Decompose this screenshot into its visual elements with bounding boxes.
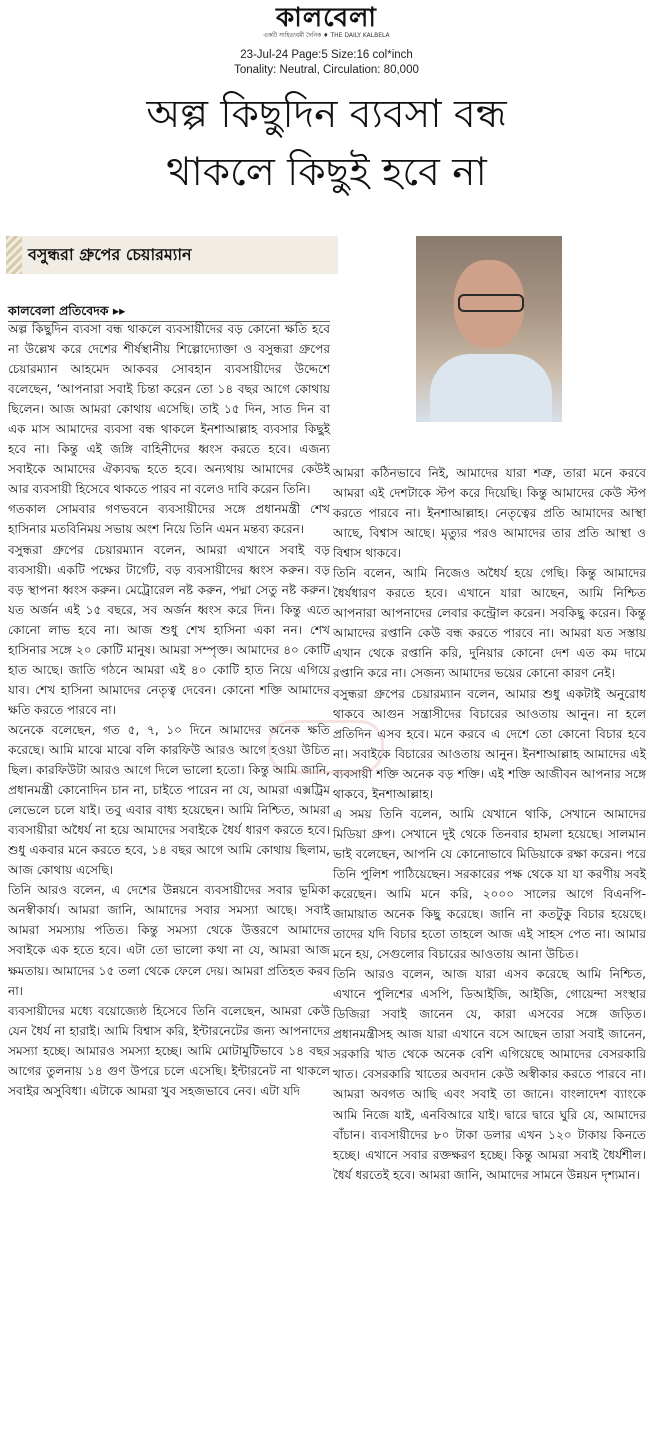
paragraph: তিনি বলেন, আমি নিজেও অধৈর্য হয়ে গেছি। কিন্তু আমাদের ধৈর্যধারণ করতে হবে। এখানে যারা আছেন, আমি নিশ্চিত আপনারা আপনাদের লেবার কন্ট্রোল করেন। সবকিছু করেন। কিন্তু আমাদের রপ্তানি কেউ বন্ধ করতে পারবে না। আমরা যত সস্তায় এখান থেকে রপ্তানি করি, দুনিয়ার কোনো দেশ এত কম দামে রপ্তানি করে না। সেজন্য আমাদের ভয়ের কোনো কারণ নেই। <box>333 566 646 681</box>
paragraph: বসুন্ধরা গ্রুপের চেয়ারম্যান বলেন, আমার শুধু একটাই অনুরোধ থাকবে আগুন সন্ত্রাসীদের বিচারের আওতায় আনুন। না হলে প্রতিদিন এসব হবে। মনে করবে এ দেশে তো কোনো বিচার হবে না। সবাইকে বিচারের আওতায় আনুন। ইনশাআল্লাহ আমাদের এই ব্যবসায়ী শক্তি অনেক বড় শক্তি। এই শক্তি আজীবন আপনার সঙ্গে থাকবে, ইনশাআল্লাহ। <box>333 686 646 801</box>
headline-line1: অল্প কিছুদিন ব্যবসা বন্ধ <box>146 92 507 137</box>
paragraph: বসুন্ধরা গ্রুপের চেয়ারম্যান বলেন, আমরা এখানে সবাই বড় ব্যবসায়ী। একটি পক্ষের টার্গেট, বড় ব্যবসায়ীদের ধ্বংস করুন। বড় বড় স্থাপনা ধ্বংস করুন। মেট্রোরেল নষ্ট করুন, পদ্মা সেতু নষ্ট করুন। যত অর্জন এই ১৫ বছরে, সব অর্জন ধ্বংস করে দিন। কিন্তু এতে কোনো লাভ হবে না। আজ শুধু শেখ হাসিনা একা নন। শেখ হাসিনার সঙ্গে ২০ কোটি মানুষ। আমরা সম্পৃক্ত। আমাদের ৪০ কোটি হাত আছে। জাতি গঠনে আমরা এই ৪০ কোটি হাত নিয়ে এগিয়ে যাব। শেখ হাসিনা আমাদের নেতৃত্ব দেবেন। কোনো শক্তি আমাদের ক্ষতি করতে পারবে না। <box>8 542 330 717</box>
photo-glasses-icon <box>458 294 524 312</box>
headline <box>20 86 633 202</box>
paragraph: অনেকে বলেছেন, গত ৫, ৭, ১০ দিনে আমাদের অনেক ক্ষতি করেছে। আমি মাঝে মাঝে বলি কারফিউ আরও আগে হওয়া উচিত ছিল। কারফিউটা আরও আগে দিলে ভালো হতো। কিন্তু আমি জানি, প্রধানমন্ত্রী কোনোদিন চান না, চাইতে পারেন না যে, আমরা এক্সট্রিম লেভেলে চলে যাই। তবু এবার বাধ্য হয়েছেন। আমি নিশ্চিত, আমরা ব্যবসায়ীরা অধৈর্য না হয়ে আমাদের সবাইকে ধৈর্য ধারণ করতে হবে। শুধু একবার মনে করতে হবে, ১৪ বছর আগে আমি কোথায় ছিলাম, আজ কোথায় এসেছি। <box>8 722 330 878</box>
article-column-1 <box>8 319 330 1101</box>
subhead: বসুন্ধরা গ্রুপের চেয়ারম্যান <box>28 245 192 264</box>
paragraph: আমরা কঠিনভাবে নিই, আমাদের যারা শত্রু, তারা মনে করবে আমরা এই দেশটাকে স্টপ করে দিয়েছি। কিন্তু আমাদের কেউ স্টপ করতে পারবে না। ইনশাআল্লাহ। নেতৃত্বের প্রতি আমাদের আস্থা আছে, বিশ্বাস আছে। মৃত্যুর পরও আমাদের তার প্রতি আস্থা ও বিশ্বাস থাকবে। <box>333 466 646 561</box>
paragraph: তিনি আরও বলেন, এ দেশের উন্নয়নে ব্যবসায়ীদের সবার ভূমিকা অনস্বীকার্য। আমরা জানি, আমাদের সবার সমস্যা আছে। সবাই আমরা সমস্যায় পতিত। কিন্তু সমস্যা থেকে উত্তরণে আমাদের সবাইকে এক হতে হবে। এটা তো ভালো কথা না যে, আমরা আজ ক্ষমতায়। আমাদের ১৫ তলা থেকে ফেলে দেয়। আমরা প্রতিহত করব না। <box>8 883 330 998</box>
reporter-byline: কালবেলা প্রতিবেদক ▸▸ <box>8 303 126 318</box>
paragraph: তিনি আরও বলেন, আজ যারা এসব করেছে আমি নিশ্চিত, এখানে পুলিশের এসপি, ডিআইজি, আইজি, গোয়েন্দা সংস্থার ডিজিরা সবাই জানেন যে, কারা এসবের সঙ্গে জড়িত। প্রধানমন্ত্রীসহ আজ যারা এখানে বসে আছেন তারা সবাই জানেন, সরকারি খাত থেকে অনেক বেশি এগিয়েছে আমাদের বেসরকারি খাত। বেসরকারি খাতের অবদান কেউ অস্বীকার করতে পারবে না। আমরা অবগত আছি এবং সবাই তা জানে। বাংলাদেশ ব্যাংকে আমি নিজে যাই, এনবিআরে যাই। দ্বারে দ্বারে ঘুরি যে, আমাদের বাঁচান। ব্যবসায়ীদের ৮০ টাকা ডলার এখন ১২০ টাকায় কিনতে হচ্ছে। এখানে সবার রক্তক্ষরণ হচ্ছে। কিন্তু আমরা সবাই ধৈর্যশীল। ধৈর্য ধরতেই হবে। আমরা জানি, আমাদের সামনে উন্নয়ন দৃশ্যমান। <box>333 967 646 1182</box>
photo-shirt <box>430 354 552 422</box>
watermark-logo <box>268 720 384 774</box>
article-column-2 <box>333 463 646 1185</box>
newspaper-logo: কালবেলা <box>276 3 377 33</box>
paragraph: গতকাল সোমবার গণভবনে ব্যবসায়ীদের সঙ্গে প্রধানমন্ত্রী শেখ হাসিনার মতবিনিময় সভায় অংশ নিয়ে তিনি এমন মন্তব্য করেন। <box>8 502 330 537</box>
masthead <box>0 4 653 40</box>
paragraph: ব্যবসায়ীদের মধ্যে বয়োজ্যেষ্ঠ হিসেবে তিনি বলেছেন, আমরা কেউ যেন ধৈর্য না হারাই। আমি বিশ্বাস করি, ইন্টারনেটের জন্য আপনাদের সমস্যা হচ্ছে। আমারও সমস্যা হচ্ছে। আমি মোটামুটিভাবে ১৪ বছর আগের তুলনায় ১৪ গুণ উপরে চলে এসেছি। ইন্টারনেট না থাকলে সবাইর অসুবিধা। এটাকে আমরা খুব সহজভাবে নেব। এটা যদি <box>8 1003 330 1098</box>
portrait-photo <box>416 236 562 422</box>
subhead-ornament <box>6 236 22 274</box>
paragraph: অল্প কিছুদিন ব্যবসা বন্ধ থাকলে ব্যবসায়ীদের বড় কোনো ক্ষতি হবে না উল্লেখ করে দেশের শীর্ষস্থানীয় শিল্পোদ্যোক্তা ও বসুন্ধরা গ্রুপের চেয়ারম্যান আহমেদ আকবর সোবহান ব্যবসায়ীদের উদ্দেশে বলেছেন, ‘আপনারা সবাই চিন্তা করেন তো ১৪ বছর আগে কোথায় ছিলেন। আজ আমরা কোথায় এসেছি। তাই ১৫ দিন, সাত দিন বা এক মাস আমাদের ব্যবসা বন্ধ থাকলে ইনশাআল্লাহ ব্যবসার কিছুই হবে না। কিন্তু এই জঙ্গি বাহিনীদের ধ্বংস করতে হবে। এজন্য সবাইকে আমাদের ঐক্যবদ্ধ হতে হবে। অন্যথায় আমাদের কেউই আর ব্যবসায়ী হিসেবে থাকতে পারব না বলেও দাবি করেন তিনি। <box>8 322 330 497</box>
clipping-meta-line2: Tonality: Neutral, Circulation: 80,000 <box>234 64 419 76</box>
clipping-meta-line1: 23-Jul-24 Page:5 Size:16 col*inch <box>240 49 413 61</box>
newspaper-tagline: একটি সাহিত্যধর্মী দৈনিক ♦ THE DAILY KALBELA <box>263 32 390 39</box>
headline-line2: থাকলে কিছুই হবে না <box>166 150 487 195</box>
paragraph: এ সময় তিনি বলেন, আমি যেখানে থাকি, সেখানে আমাদের মিডিয়া গ্রুপ। সেখানে দুই থেকে তিনবার হামলা হয়েছে। সালমান ভাই বলেছেন, আপনি যে কোনোভাবে মিডিয়াকে রক্ষা করেন। পরে তিনি পুলিশ পাঠিয়েছেন। সরকারের পক্ষ থেকে যা যা করণীয় সবই করেছেন। আমি মনে করি, ২০০০ সালের আগে বিএনপি-জামায়াত অনেক কিছু করেছে। জানি না কতটুকু বিচার হয়েছে। তাদের যদি বিচার হতো তাহলে আজ এই সাহস পেত না। আমার মনে হয়, সেগুলোর বিচারের আওতায় আনা উচিত। <box>333 806 646 962</box>
